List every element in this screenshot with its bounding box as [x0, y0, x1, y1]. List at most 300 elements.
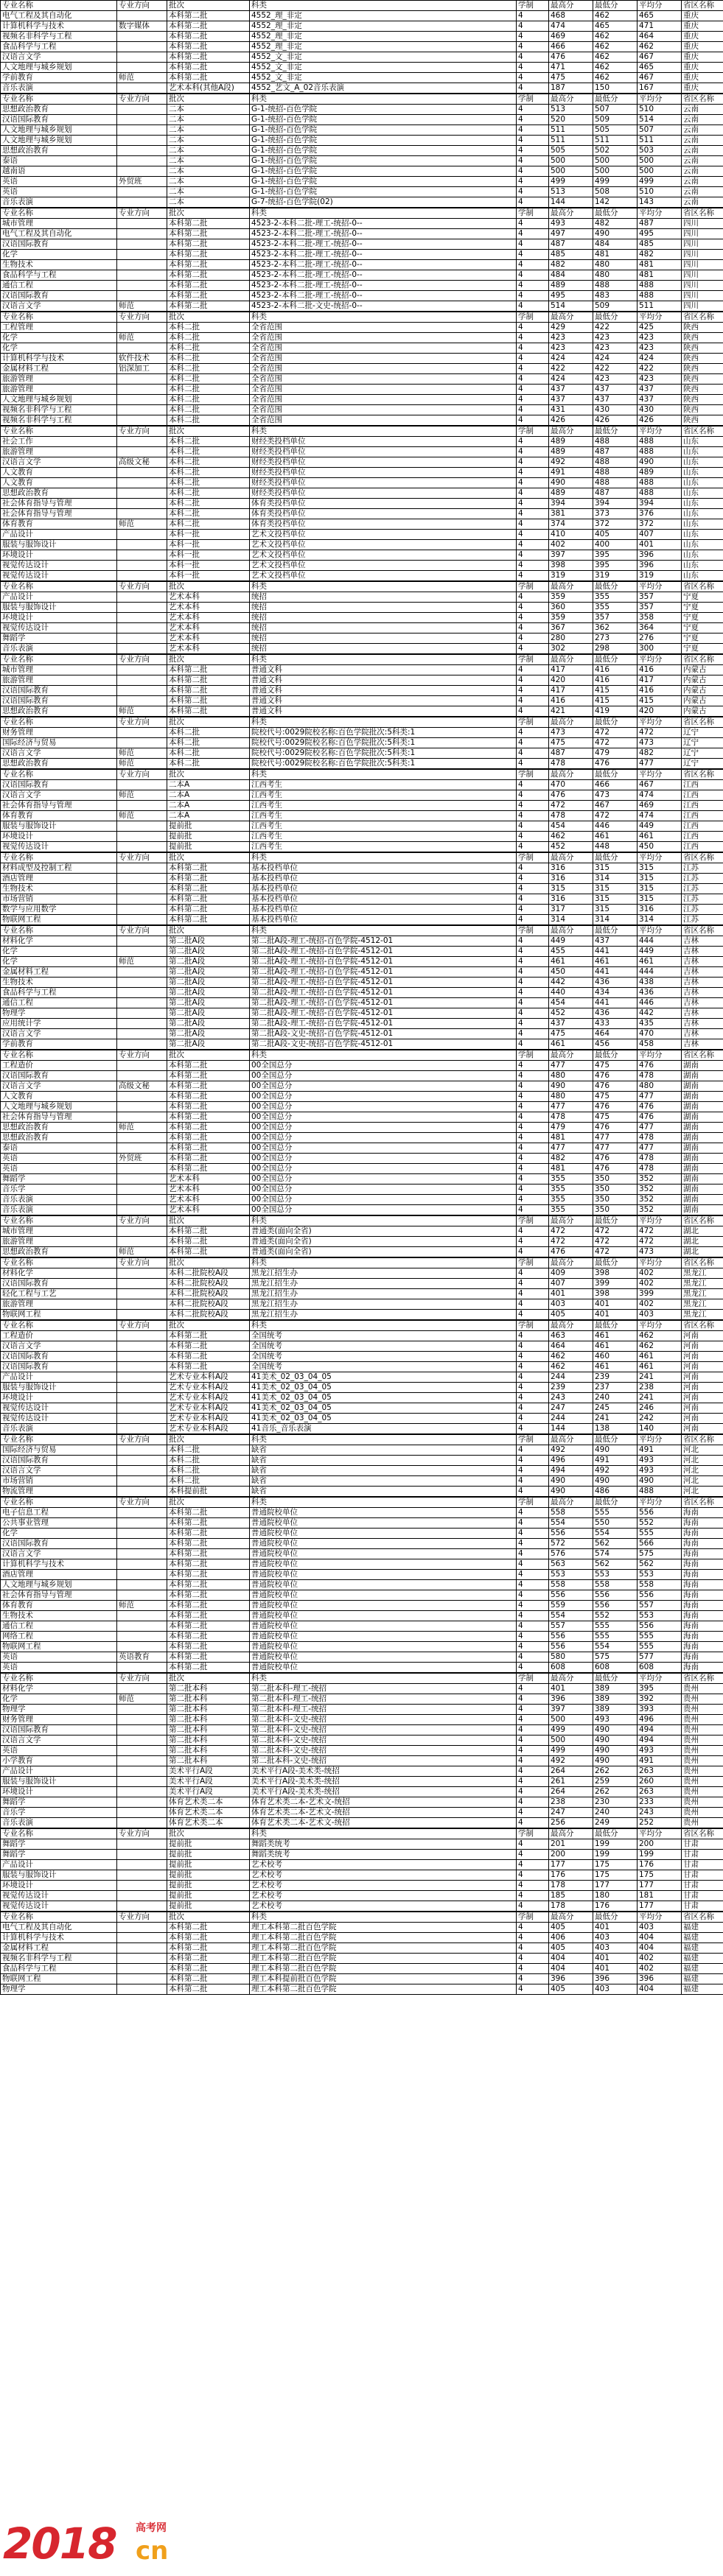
header-avg-score: 平均分: [638, 853, 682, 863]
cell-avg-score: 490: [638, 1476, 682, 1487]
cell-major-direction: [117, 1029, 167, 1039]
cell-major-name: 思想政治教育: [1, 1247, 117, 1257]
cell-min-score: 574: [593, 1549, 638, 1559]
cell-duration: 4: [517, 229, 549, 239]
cell-max-score: 239: [549, 1383, 593, 1393]
cell-avg-score: 357: [638, 603, 682, 613]
cell-max-score: 405: [549, 1923, 593, 1933]
cell-duration: 4: [517, 1205, 549, 1215]
cell-major-name: 视频名非科学与工程: [1, 32, 117, 42]
cell-duration: 4: [517, 801, 549, 811]
cell-duration: 4: [517, 1341, 549, 1352]
cell-max-score: 319: [549, 571, 593, 581]
cell-major-name: 城市管理: [1, 1226, 117, 1237]
cell-batch: 本科二批: [167, 333, 250, 343]
cell-province: 湖南: [682, 1102, 723, 1112]
cell-max-score: 402: [549, 540, 593, 550]
header-avg-score: 平均分: [638, 427, 682, 437]
cell-category: 普通院校单位: [250, 1642, 517, 1652]
cell-max-score: 247: [549, 1808, 593, 1818]
cell-batch: 本科第二批: [167, 1092, 250, 1102]
cell-min-score: 462: [593, 52, 638, 63]
cell-category: 4552_文_非定: [250, 52, 517, 63]
cell-min-score: 389: [593, 1705, 638, 1715]
cell-category: 基本投档单位: [250, 863, 517, 874]
table-row: [1, 395, 723, 405]
cell-major-direction: [117, 1787, 167, 1797]
cell-max-score: 422: [549, 364, 593, 374]
cell-batch: 本科第二批: [167, 1590, 250, 1601]
cell-major-direction: [117, 1102, 167, 1112]
cell-duration: 4: [517, 1808, 549, 1818]
table-row: [1, 1112, 723, 1123]
cell-major-direction: [117, 1133, 167, 1143]
cell-avg-score: 461: [638, 1352, 682, 1362]
cell-min-score: 552: [593, 1611, 638, 1621]
table-row: [1, 696, 723, 706]
cell-category: G-1-统招-百色学院: [250, 115, 517, 125]
header-major-name: 专业名称: [1, 853, 117, 863]
cell-major-name: 英语: [1, 187, 117, 197]
header-duration: 学制: [517, 312, 549, 323]
cell-min-score: 394: [593, 499, 638, 509]
table-header-row: [1, 312, 723, 323]
cell-min-score: 487: [593, 447, 638, 457]
cell-max-score: 359: [549, 592, 593, 603]
header-avg-score: 平均分: [638, 1216, 682, 1226]
table-header-row: [1, 1216, 723, 1226]
cell-category: G-1-统招-百色学院: [250, 177, 517, 187]
cell-batch: 第二批A段: [167, 936, 250, 947]
cell-major-direction: [117, 1570, 167, 1580]
cell-duration: 4: [517, 1621, 549, 1632]
cell-province: 海南: [682, 1518, 723, 1529]
header-min-score: 最低分: [593, 582, 638, 592]
table-row: [1, 1715, 723, 1725]
cell-major-name: 城市管理: [1, 219, 117, 229]
header-category: 科类: [250, 1216, 517, 1226]
cell-avg-score: 394: [638, 499, 682, 509]
cell-batch: 本科第二批: [167, 260, 250, 270]
cell-category: 财经类投档单位: [250, 478, 517, 488]
cell-max-score: 355: [549, 1195, 593, 1205]
header-max-score: 最高分: [549, 1674, 593, 1684]
cell-category: 艺术文投档单位: [250, 571, 517, 581]
cell-min-score: 405: [593, 530, 638, 540]
cell-major-name: 国际经济与贸易: [1, 738, 117, 748]
cell-category: 理工本科第二批百色学院: [250, 1954, 517, 1964]
cell-max-score: 477: [549, 1102, 593, 1112]
cell-duration: 4: [517, 957, 549, 967]
table-row: [1, 530, 723, 540]
cell-duration: 4: [517, 1797, 549, 1808]
cell-min-score: 556: [593, 1601, 638, 1611]
cell-province: 贵州: [682, 1777, 723, 1787]
cell-major-direction: 高级文秘: [117, 457, 167, 468]
cell-avg-score: 476: [638, 1112, 682, 1123]
cell-batch: 本科第二批: [167, 1974, 250, 1984]
cell-duration: 4: [517, 468, 549, 478]
cell-batch: 本科第二批: [167, 863, 250, 874]
cell-major-direction: [117, 187, 167, 197]
cell-batch: 本科二批: [167, 447, 250, 457]
cell-max-score: 556: [549, 1642, 593, 1652]
cell-category: 艺术校考: [250, 1860, 517, 1870]
table-row: [1, 1891, 723, 1901]
cell-min-score: 355: [593, 592, 638, 603]
table-row: [1, 1529, 723, 1539]
cell-min-score: 395: [593, 561, 638, 571]
cell-province: 重庆: [682, 73, 723, 83]
cell-batch: 第二批本科: [167, 1756, 250, 1766]
cell-min-score: 562: [593, 1559, 638, 1570]
section-table: [0, 1050, 723, 1215]
cell-min-score: 433: [593, 1019, 638, 1029]
cell-max-score: 490: [549, 1487, 593, 1497]
cell-avg-score: 474: [638, 790, 682, 801]
cell-major-name: 视觉传达设计: [1, 842, 117, 852]
table-row: [1, 706, 723, 717]
table-row: [1, 499, 723, 509]
cell-avg-score: 442: [638, 1008, 682, 1019]
cell-category: 41美术_02_03_04_05: [250, 1403, 517, 1414]
cell-major-direction: [117, 229, 167, 239]
cell-max-score: 178: [549, 1881, 593, 1891]
table-header-row: [1, 94, 723, 105]
cell-avg-score: 553: [638, 1570, 682, 1580]
header-category: 科类: [250, 1912, 517, 1923]
table-header-row: [1, 717, 723, 728]
cell-major-name: 工程造价: [1, 1331, 117, 1341]
cell-province: 江苏: [682, 894, 723, 905]
cell-province: 海南: [682, 1508, 723, 1518]
cell-duration: 4: [517, 790, 549, 801]
table-row: [1, 801, 723, 811]
cell-avg-score: 511: [638, 136, 682, 146]
cell-major-name: 化学: [1, 1694, 117, 1705]
cell-avg-score: 556: [638, 1590, 682, 1601]
cell-major-direction: [117, 32, 167, 42]
cell-min-score: 419: [593, 706, 638, 717]
cell-duration: 4: [517, 1164, 549, 1174]
cell-max-score: 489: [549, 447, 593, 457]
cell-min-score: 389: [593, 1694, 638, 1705]
cell-min-score: 422: [593, 364, 638, 374]
cell-batch: 本科第二批: [167, 1559, 250, 1570]
cell-duration: 4: [517, 811, 549, 821]
cell-min-score: 262: [593, 1766, 638, 1777]
cell-province: 内蒙古: [682, 686, 723, 696]
cell-min-score: 314: [593, 915, 638, 925]
cell-batch: 体育艺术类二本: [167, 1818, 250, 1828]
cell-major-name: 汉语国际教育: [1, 1456, 117, 1466]
cell-province: 河南: [682, 1393, 723, 1403]
cell-min-score: 389: [593, 1684, 638, 1694]
cell-province: 海南: [682, 1580, 723, 1590]
cell-major-name: 社会体育指导与管理: [1, 499, 117, 509]
cell-major-name: 汉语国际教育: [1, 1362, 117, 1372]
cell-min-score: 430: [593, 405, 638, 415]
cell-category: 统招: [250, 592, 517, 603]
table-row: [1, 291, 723, 301]
cell-batch: 本科第二批: [167, 250, 250, 260]
cell-max-score: 398: [549, 561, 593, 571]
cell-province: 福建: [682, 1954, 723, 1964]
cell-category: 体育艺术类二本-艺术文-统招: [250, 1818, 517, 1828]
header-province: 省区名称: [682, 1, 723, 11]
header-category: 科类: [250, 427, 517, 437]
cell-avg-score: 478: [638, 1154, 682, 1164]
cell-avg-score: 401: [638, 540, 682, 550]
cell-avg-score: 482: [638, 748, 682, 759]
cell-major-direction: [117, 405, 167, 415]
cell-major-name: 通信工程: [1, 1621, 117, 1632]
cell-min-score: 314: [593, 874, 638, 884]
header-province: 省区名称: [682, 1912, 723, 1923]
header-batch: 批次: [167, 770, 250, 780]
header-major-name: 专业名称: [1, 1050, 117, 1061]
cell-batch: 艺术本科: [167, 1195, 250, 1205]
cell-batch: 本科二批: [167, 468, 250, 478]
cell-avg-score: 494: [638, 1725, 682, 1736]
cell-max-score: 315: [549, 884, 593, 894]
cell-avg-score: 425: [638, 323, 682, 333]
cell-batch: 提前批: [167, 1860, 250, 1870]
header-duration: 学制: [517, 1829, 549, 1839]
cell-avg-score: 458: [638, 1039, 682, 1050]
cell-avg-score: 436: [638, 988, 682, 998]
cell-category: 00全国总分: [250, 1174, 517, 1185]
table-row: [1, 405, 723, 415]
header-major-direction: 专业方向: [117, 853, 167, 863]
table-row: [1, 219, 723, 229]
cell-max-score: 302: [549, 644, 593, 654]
cell-min-score: 415: [593, 696, 638, 706]
cell-max-score: 316: [549, 894, 593, 905]
cell-max-score: 484: [549, 270, 593, 281]
cell-province: 重庆: [682, 42, 723, 52]
cell-duration: 4: [517, 1383, 549, 1393]
cell-batch: 本科二批: [167, 405, 250, 415]
cell-major-direction: [117, 447, 167, 457]
cell-max-score: 238: [549, 1797, 593, 1808]
header-province: 省区名称: [682, 208, 723, 219]
cell-major-direction: [117, 1715, 167, 1725]
cell-major-direction: [117, 281, 167, 291]
cell-major-name: 汉语国际教育: [1, 1539, 117, 1549]
header-min-score: 最低分: [593, 208, 638, 219]
cell-avg-score: 200: [638, 1839, 682, 1850]
cell-batch: 艺术本科: [167, 592, 250, 603]
section-table: [0, 1215, 723, 1257]
header-min-score: 最低分: [593, 1674, 638, 1684]
cell-major-direction: [117, 863, 167, 874]
cell-major-direction: 英语教育: [117, 1652, 167, 1663]
header-province: 省区名称: [682, 655, 723, 665]
cell-major-direction: [117, 1870, 167, 1881]
cell-major-direction: [117, 468, 167, 478]
cell-min-score: 462: [593, 11, 638, 21]
cell-batch: 本科第二批: [167, 1601, 250, 1611]
table-row: [1, 1642, 723, 1652]
cell-major-name: 社会体育指导与管理: [1, 1112, 117, 1123]
table-row: [1, 1705, 723, 1715]
cell-duration: 4: [517, 1580, 549, 1590]
cell-major-direction: [117, 1466, 167, 1476]
cell-major-direction: [117, 530, 167, 540]
cell-major-name: 服装与服饰设计: [1, 540, 117, 550]
cell-category: 全省范围: [250, 415, 517, 426]
cell-avg-score: 167: [638, 83, 682, 94]
watermark-site-name: 高考网: [136, 2522, 167, 2534]
cell-province: 湖北: [682, 1237, 723, 1247]
cell-duration: 4: [517, 748, 549, 759]
cell-category: 黑龙江招生办: [250, 1289, 517, 1299]
cell-major-direction: [117, 1923, 167, 1933]
cell-min-score: 437: [593, 936, 638, 947]
cell-min-score: 461: [593, 1341, 638, 1352]
cell-major-direction: [117, 166, 167, 177]
cell-duration: 4: [517, 728, 549, 738]
cell-category: 4552_理_非定: [250, 42, 517, 52]
cell-batch: 二本: [167, 197, 250, 208]
cell-major-name: 舞蹈学: [1, 1174, 117, 1185]
cell-province: 辽宁: [682, 728, 723, 738]
cell-major-direction: [117, 1839, 167, 1850]
cell-batch: 二本A: [167, 811, 250, 821]
cell-min-score: 423: [593, 333, 638, 343]
table-row: [1, 136, 723, 146]
cell-max-score: 396: [549, 1974, 593, 1984]
cell-major-direction: [117, 801, 167, 811]
cell-min-score: 480: [593, 270, 638, 281]
cell-province: 江苏: [682, 863, 723, 874]
cell-batch: 美术平行A段: [167, 1777, 250, 1787]
cell-max-score: 489: [549, 281, 593, 291]
header-batch: 批次: [167, 1829, 250, 1839]
cell-min-score: 481: [593, 250, 638, 260]
cell-major-direction: [117, 1310, 167, 1320]
cell-category: 统招: [250, 623, 517, 634]
cell-duration: 4: [517, 947, 549, 957]
cell-major-name: 人文地理与城乡规划: [1, 125, 117, 136]
cell-batch: 本科二批: [167, 1466, 250, 1476]
cell-duration: 4: [517, 1529, 549, 1539]
cell-max-score: 454: [549, 821, 593, 832]
cell-batch: 本科二批: [167, 1476, 250, 1487]
cell-batch: 本科二批: [167, 478, 250, 488]
cell-major-direction: [117, 1195, 167, 1205]
cell-max-score: 492: [549, 1445, 593, 1456]
cell-category: 舞蹈类统考: [250, 1850, 517, 1860]
cell-max-score: 500: [549, 156, 593, 166]
cell-avg-score: 608: [638, 1663, 682, 1673]
cell-max-score: 417: [549, 665, 593, 675]
cell-category: 00全国总分: [250, 1195, 517, 1205]
header-category: 科类: [250, 1321, 517, 1331]
cell-min-score: 355: [593, 603, 638, 613]
cell-min-score: 436: [593, 978, 638, 988]
header-min-score: 最低分: [593, 926, 638, 936]
cell-batch: 本科二批: [167, 499, 250, 509]
cell-category: 第二批A段-文史-统招-百色学院-4512-01: [250, 1039, 517, 1050]
cell-min-score: 245: [593, 1403, 638, 1414]
cell-batch: 第二批A段: [167, 1019, 250, 1029]
cell-max-score: 476: [549, 52, 593, 63]
cell-major-direction: [117, 1901, 167, 1912]
header-province: 省区名称: [682, 94, 723, 105]
cell-category: 艺术校考: [250, 1901, 517, 1912]
cell-category: 第二批本科-文史-统招: [250, 1756, 517, 1766]
cell-major-direction: 师范: [117, 1694, 167, 1705]
table-row: [1, 1352, 723, 1362]
table-row: [1, 1476, 723, 1487]
table-row: [1, 1466, 723, 1476]
header-max-score: 最高分: [549, 853, 593, 863]
cell-province: 宁夏: [682, 592, 723, 603]
cell-avg-score: 558: [638, 1580, 682, 1590]
cell-max-score: 355: [549, 1174, 593, 1185]
cell-province: 贵州: [682, 1736, 723, 1746]
cell-major-name: 人文地理与城乡规划: [1, 395, 117, 405]
cell-batch: 本科第二批: [167, 665, 250, 675]
cell-major-name: 产品设计: [1, 1766, 117, 1777]
cell-batch: 本科第二批: [167, 1518, 250, 1529]
cell-major-direction: [117, 696, 167, 706]
cell-category: 全省范围: [250, 333, 517, 343]
header-max-score: 最高分: [549, 582, 593, 592]
cell-category: 艺术校考: [250, 1891, 517, 1901]
header-category: 科类: [250, 853, 517, 863]
table-row: [1, 105, 723, 115]
cell-category: 00全国总分: [250, 1123, 517, 1133]
cell-duration: 4: [517, 686, 549, 696]
cell-major-name: 汉语国际教育: [1, 239, 117, 250]
cell-major-name: 体育教育: [1, 811, 117, 821]
cell-duration: 4: [517, 73, 549, 83]
cell-major-direction: 师范: [117, 1123, 167, 1133]
cell-province: 云南: [682, 115, 723, 125]
cell-province: 云南: [682, 187, 723, 197]
table-row: [1, 32, 723, 42]
cell-category: 统招: [250, 613, 517, 623]
cell-duration: 4: [517, 1289, 549, 1299]
header-avg-score: 平均分: [638, 208, 682, 219]
table-row: [1, 281, 723, 291]
table-row: [1, 1694, 723, 1705]
cell-min-score: 315: [593, 905, 638, 915]
cell-batch: 本科第二批: [167, 1226, 250, 1237]
cell-duration: 4: [517, 260, 549, 270]
cell-min-score: 475: [593, 1092, 638, 1102]
cell-major-direction: [117, 146, 167, 156]
table-row: [1, 509, 723, 519]
header-province: 省区名称: [682, 1435, 723, 1445]
cell-max-score: 264: [549, 1787, 593, 1797]
cell-province: 云南: [682, 166, 723, 177]
cell-category: 41美术_02_03_04_05: [250, 1393, 517, 1403]
table-row: [1, 675, 723, 686]
cell-category: 41美术_02_03_04_05: [250, 1414, 517, 1424]
cell-province: 吉林: [682, 936, 723, 947]
table-row: [1, 1601, 723, 1611]
cell-min-score: 240: [593, 1393, 638, 1403]
cell-province: 甘肃: [682, 1860, 723, 1870]
cell-min-score: 482: [593, 219, 638, 229]
cell-major-direction: [117, 634, 167, 644]
cell-batch: 本科第二批: [167, 21, 250, 32]
header-batch: 批次: [167, 1435, 250, 1445]
